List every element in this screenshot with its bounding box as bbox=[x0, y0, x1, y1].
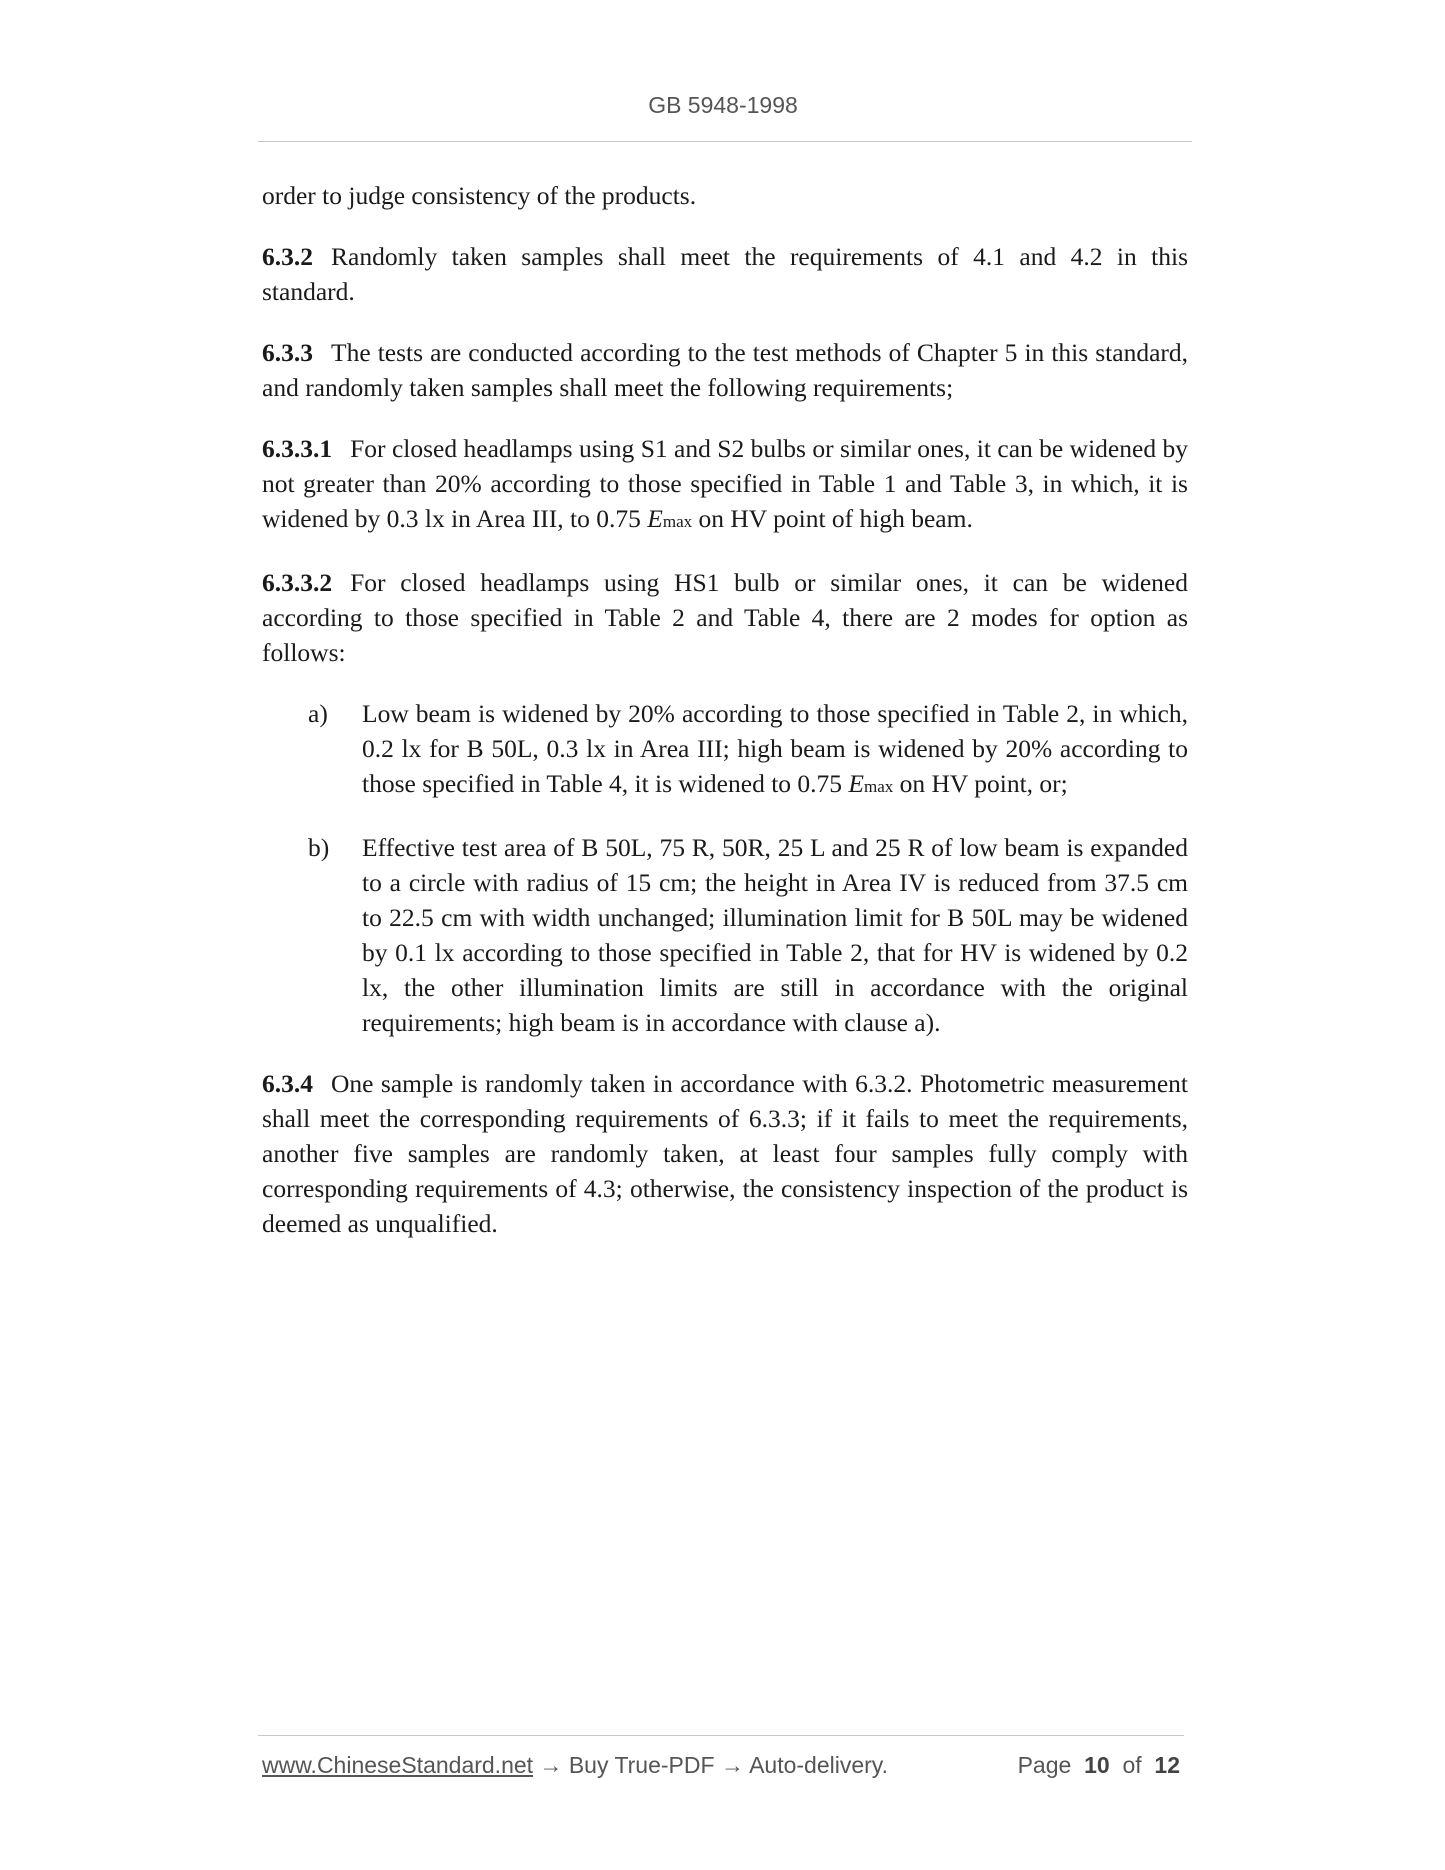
footer-rule bbox=[258, 1735, 1184, 1736]
clause-6-3-2 bbox=[262, 239, 1188, 309]
page-total: 12 bbox=[1154, 1752, 1180, 1778]
clause-text: For closed headlamps using S1 and S2 bulbs or similar ones, it can be widened by not greater than 20% according to those specified in Table 1 and Table 3, in which, it is widened by 0.3 lx in Area III, to 0.75 bbox=[262, 434, 1188, 533]
emax-subscript: max bbox=[863, 777, 894, 796]
list-item-b bbox=[262, 830, 1188, 1040]
item-label: b) bbox=[308, 833, 330, 862]
arrow-icon: → bbox=[533, 1752, 569, 1778]
page-of: of bbox=[1122, 1752, 1142, 1778]
emax-subscript: max bbox=[662, 512, 693, 531]
clause-number: 6.3.3.2 bbox=[262, 568, 333, 597]
website-link[interactable]: www.ChineseStandard.net bbox=[262, 1752, 534, 1778]
document-body bbox=[262, 178, 1188, 1267]
footer-promo bbox=[262, 1752, 888, 1779]
header-rule bbox=[258, 141, 1192, 142]
arrow-icon: → bbox=[714, 1752, 750, 1778]
list-item-a bbox=[262, 696, 1188, 804]
item-text: Low beam is widened by 20% according to those specified in Table 2, in which, 0.2 lx for B 50L, 0.3 lx in Area III; high beam is widened by 20% according to those specified in Table 4, it is widened to 0.75 bbox=[362, 699, 1188, 798]
clause-6-3-3-2 bbox=[262, 565, 1188, 670]
clause-number: 6.3.2 bbox=[262, 242, 313, 271]
clause-text: The tests are conducted according to the test methods of Chapter 5 in this standard, and randomly taken samples shall meet the following requirements; bbox=[262, 338, 1188, 402]
emax-symbol: E bbox=[848, 769, 864, 798]
page-current: 10 bbox=[1084, 1752, 1110, 1778]
item-text: Effective test area of B 50L, 75 R, 50R, 25 L and 25 R of low beam is expanded to a circle with radius of 15 cm; the height in Area IV is reduced from 37.5 cm to 22.5 cm with width unchanged; illumination limit for B 50L may be widened by 0.1 lx according to those specified in Table 2, that for HV is widened by 0.2 lx, the other illumination limits are still in accordance with the original requirements; high beam is in accordance with clause a). bbox=[362, 833, 1188, 1037]
buy-text: Buy True-PDF bbox=[568, 1752, 715, 1778]
clause-text: For closed headlamps using HS1 bulb or similar ones, it can be widened according to those specified in Table 2 and Table 4, there are 2 modes for option as follows: bbox=[262, 568, 1188, 667]
clause-number: 6.3.3 bbox=[262, 338, 313, 367]
emax-symbol: E bbox=[647, 504, 663, 533]
clause-text: One sample is randomly taken in accordance with 6.3.2. Photometric measurement shall meet the corresponding requirements of 6.3.3; if it fails to meet the requirements, another five samples are randomly taken, at least four samples fully comply with corresponding requirements of 4.3; otherwise, the consistency inspection of the product is deemed as unqualified. bbox=[262, 1069, 1188, 1238]
clause-6-3-3 bbox=[262, 335, 1188, 405]
page-word: Page bbox=[1017, 1752, 1072, 1778]
clause-text-end: on HV point of high beam. bbox=[692, 504, 973, 533]
clause-text: Randomly taken samples shall meet the requirements of 4.1 and 4.2 in this standard. bbox=[262, 242, 1188, 306]
clause-6-3-3-1 bbox=[262, 431, 1188, 539]
delivery-text: Auto-delivery. bbox=[749, 1752, 888, 1778]
paragraph-continuation: order to judge consistency of the products. bbox=[262, 181, 697, 210]
page-indicator bbox=[1018, 1752, 1180, 1779]
clause-number: 6.3.4 bbox=[262, 1069, 313, 1098]
item-text-end: on HV point, or; bbox=[893, 769, 1068, 798]
item-label: a) bbox=[308, 699, 328, 728]
clause-number: 6.3.3.1 bbox=[262, 434, 333, 463]
running-header: GB 5948-1998 bbox=[648, 92, 798, 118]
clause-6-3-4 bbox=[262, 1066, 1188, 1241]
